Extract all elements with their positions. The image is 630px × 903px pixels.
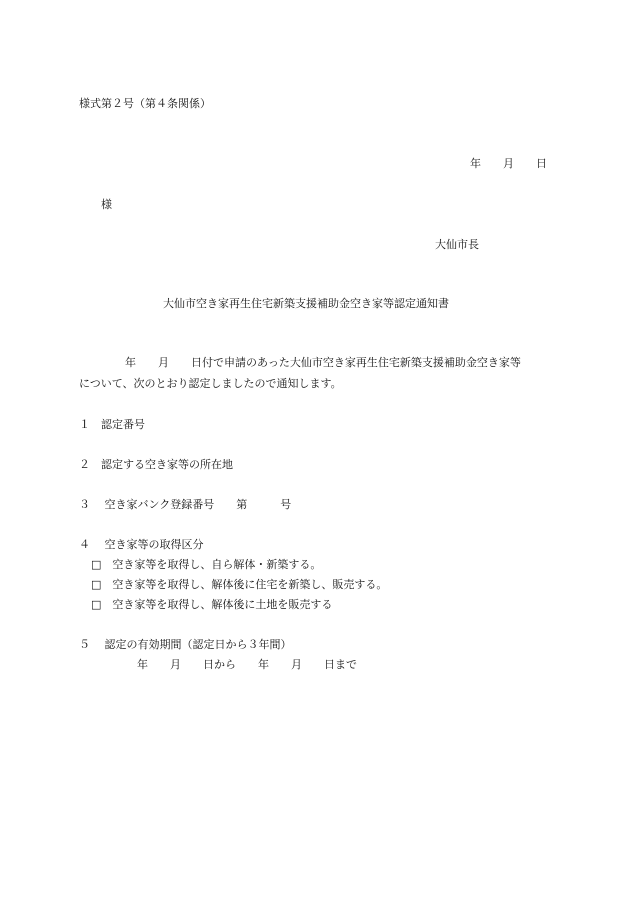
item-4-option: □ 空き家等を取得し、解体後に住宅を新築し、販売する。 — [91, 578, 388, 591]
item-2-property-location: ２ 認定する空き家等の所在地 — [79, 458, 233, 471]
issuer-name: 大仙市長 — [435, 238, 479, 251]
item-5-validity-period: ５ 認定の有効期間（認定日から３年間） — [79, 638, 292, 651]
document-title: 大仙市空き家再生住宅新築支援補助金空き家等認定通知書 — [163, 297, 449, 310]
item-3-akiya-bank-number: ３ 空き家バンク登録番号 第 号 — [79, 498, 292, 511]
date-line: 年 月 日 — [470, 157, 547, 170]
item-4-option: □ 空き家等を取得し、自ら解体・新築する。 — [91, 558, 322, 571]
item-4-acquisition-category: ４ 空き家等の取得区分 — [79, 538, 204, 551]
body-line-2: について、次のとおり認定しましたので通知します。 — [79, 377, 342, 390]
addressee-label: 様 — [101, 198, 112, 211]
item-4-option: □ 空き家等を取得し、解体後に土地を販売する — [91, 598, 333, 611]
form-number: 様式第２号（第４条関係） — [79, 97, 211, 110]
item-5-period-range: 年 月 日から 年 月 日まで — [137, 658, 357, 671]
item-1-certification-number: １ 認定番号 — [79, 418, 145, 431]
body-line-1: 年 月 日付で申請のあった大仙市空き家再生住宅新築支援補助金空き家等 — [125, 356, 521, 369]
